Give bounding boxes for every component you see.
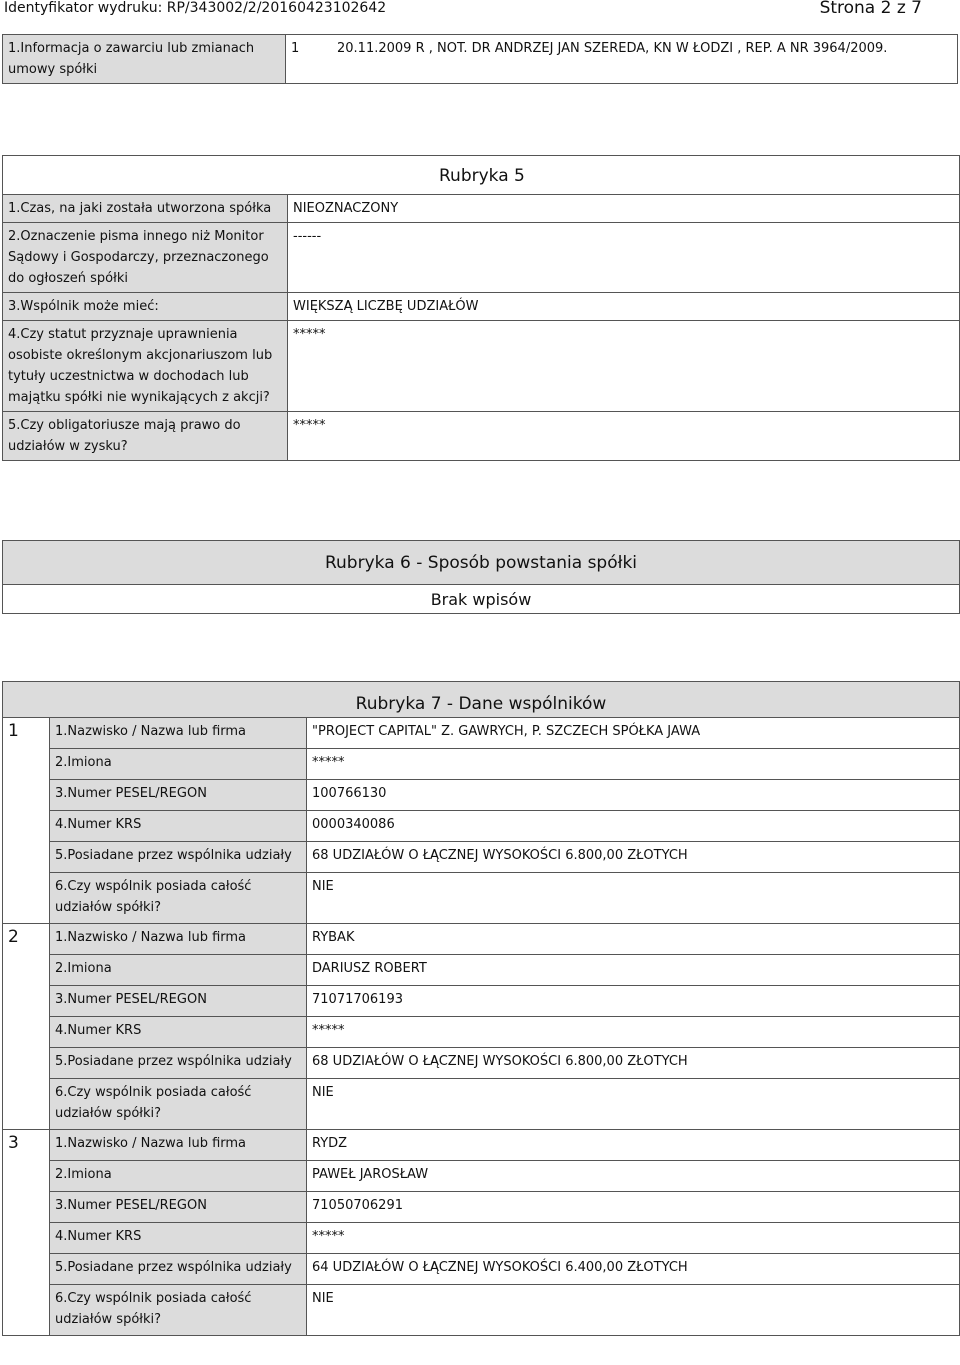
p2-value-4: ***** [307, 1017, 960, 1048]
p3-value-5: 64 UDZIAŁÓW O ŁĄCZNEJ WYSOKOŚCI 6.400,00 ZŁOTYCH [307, 1254, 960, 1285]
agreement-info-table [2, 34, 958, 84]
p2-label-4: 4.Numer KRS [50, 1017, 307, 1048]
p3-value-3: 71050706291 [307, 1192, 960, 1223]
p1-label-5: 5.Posiadane przez wspólnika udziały [50, 842, 307, 873]
p2-label-3: 3.Numer PESEL/REGON [50, 986, 307, 1017]
r5-label-4: 4.Czy statut przyznaje uprawnienia osobiste określonym akcjonariuszom lub tytuły uczestnictwa w dochodach lub majątku spółki nie wynikających z akcji? [3, 321, 288, 412]
rubryka5-table [2, 194, 960, 461]
rubryka6-empty: Brak wpisów [3, 585, 959, 613]
r5-label-5: 5.Czy obligatoriusze mają prawo do udziałów w zysku? [3, 412, 288, 461]
p1-value-3: 100766130 [307, 780, 960, 811]
rubryka5-header [2, 155, 960, 196]
rubryka6-box [2, 540, 960, 614]
p2-label-6: 6.Czy wspólnik posiada całość udziałów spółki? [50, 1079, 307, 1130]
p1-label-3: 3.Numer PESEL/REGON [50, 780, 307, 811]
p1-value-6: NIE [307, 873, 960, 924]
page-number: Strona 2 z 7 [819, 0, 922, 18]
p3-label-4: 4.Numer KRS [50, 1223, 307, 1254]
p2-value-3: 71071706193 [307, 986, 960, 1017]
p3-value-4: ***** [307, 1223, 960, 1254]
p3-value-2: PAWEŁ JAROSŁAW [307, 1161, 960, 1192]
rubryka5-title: Rubryka 5 [439, 166, 525, 186]
r5-value-4: ***** [288, 321, 960, 412]
p3-value-1: RYDZ [307, 1130, 960, 1161]
r5-label-2: 2.Oznaczenie pisma innego niż Monitor Sądowy i Gospodarczy, przeznaczonego do ogłoszeń spółki [3, 223, 288, 293]
p1-label-1: 1.Nazwisko / Nazwa lub firma [50, 718, 307, 749]
p1-value-1: "PROJECT CAPITAL" Z. GAWRYCH, P. SZCZECH SPÓŁKA JAWA [307, 718, 960, 749]
agreement-info-label: 1.Informacja o zawarciu lub zmianach umowy spółki [3, 35, 286, 84]
p2-value-5: 68 UDZIAŁÓW O ŁĄCZNEJ WYSOKOŚCI 6.800,00 ZŁOTYCH [307, 1048, 960, 1079]
p1-value-4: 0000340086 [307, 811, 960, 842]
r5-value-5: ***** [288, 412, 960, 461]
r5-label-3: 3.Wspólnik może mieć: [3, 293, 288, 321]
p3-label-1: 1.Nazwisko / Nazwa lub firma [50, 1130, 307, 1161]
print-identifier: Identyfikator wydruku: RP/343002/2/20160423102642 [4, 0, 387, 16]
r5-value-3: WIĘKSZĄ LICZBĘ UDZIAŁÓW [288, 293, 960, 321]
p2-label-2: 2.Imiona [50, 955, 307, 986]
p2-value-2: DARIUSZ ROBERT [307, 955, 960, 986]
r5-value-1: NIEOZNACZONY [288, 195, 960, 223]
r5-label-1: 1.Czas, na jaki została utworzona spółka [3, 195, 288, 223]
rubryka7-header [2, 681, 960, 718]
partner-3-row-1 [3, 1130, 960, 1161]
p2-label-1: 1.Nazwisko / Nazwa lub firma [50, 924, 307, 955]
p3-label-2: 2.Imiona [50, 1161, 307, 1192]
p3-label-3: 3.Numer PESEL/REGON [50, 1192, 307, 1223]
partner-1-row-1 [3, 718, 960, 749]
p1-label-2: 2.Imiona [50, 749, 307, 780]
p1-label-4: 4.Numer KRS [50, 811, 307, 842]
p3-value-6: NIE [307, 1285, 960, 1336]
p2-value-1: RYBAK [307, 924, 960, 955]
p1-label-6: 6.Czy wspólnik posiada całość udziałów spółki? [50, 873, 307, 924]
partners-table [2, 717, 960, 1336]
p1-value-5: 68 UDZIAŁÓW O ŁĄCZNEJ WYSOKOŚCI 6.800,00 ZŁOTYCH [307, 842, 960, 873]
partner-2-num: 2 [3, 924, 50, 1130]
rubryka6-title: Rubryka 6 - Sposób powstania spółki [3, 541, 959, 585]
agreement-info-value: 20.11.2009 R , NOT. DR ANDRZEJ JAN SZEREDA, KN W ŁODZI , REP. A NR 3964/2009. [332, 35, 958, 84]
p3-label-6: 6.Czy wspólnik posiada całość udziałów spółki? [50, 1285, 307, 1336]
r5-value-2: ------ [288, 223, 960, 293]
partner-1-num: 1 [3, 718, 50, 924]
partner-2-row-1 [3, 924, 960, 955]
partner-3-num: 3 [3, 1130, 50, 1336]
agreement-info-num: 1 [286, 35, 333, 84]
p2-value-6: NIE [307, 1079, 960, 1130]
p1-value-2: ***** [307, 749, 960, 780]
p2-label-5: 5.Posiadane przez wspólnika udziały [50, 1048, 307, 1079]
rubryka7-title: Rubryka 7 - Dane wspólników [355, 694, 607, 714]
p3-label-5: 5.Posiadane przez wspólnika udziały [50, 1254, 307, 1285]
